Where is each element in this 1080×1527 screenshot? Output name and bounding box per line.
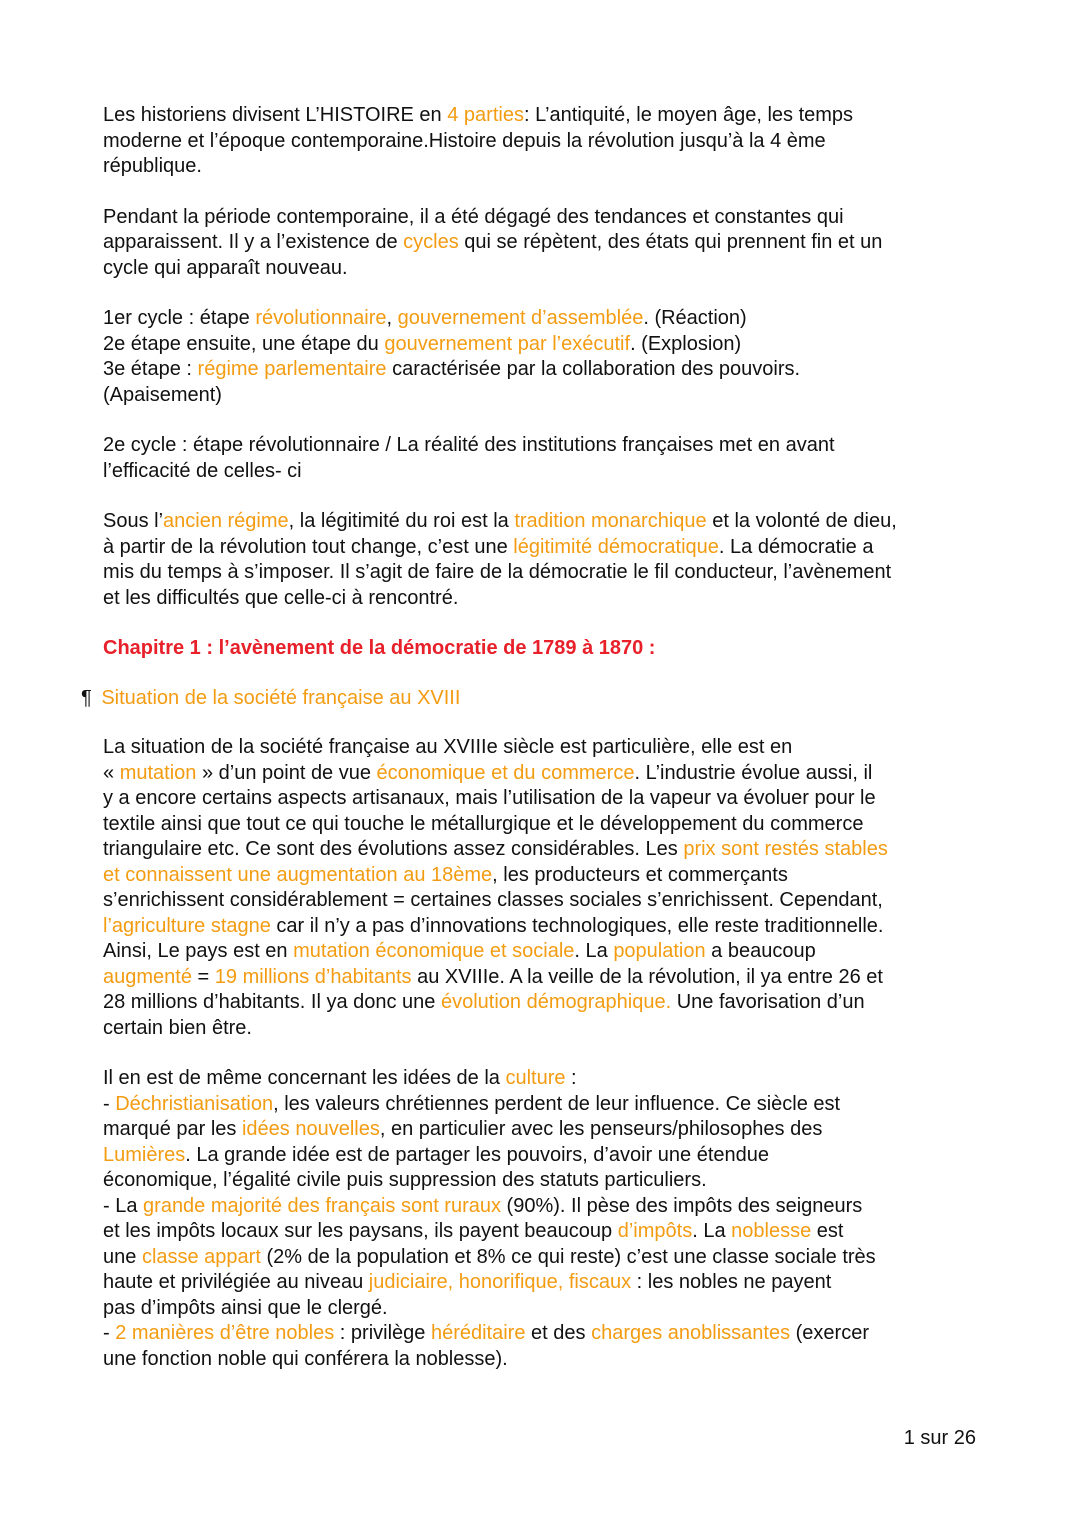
text-run: - La	[103, 1194, 144, 1217]
text-run: car il n’y a pas d’innovations technologiques, elle reste traditionnelle.	[270, 914, 884, 937]
highlighted-term: judiciaire, honorifique, fiscaux	[368, 1271, 632, 1293]
pilcrow-icon: ¶	[81, 686, 92, 709]
text-line	[103, 332, 983, 358]
text-line	[103, 1194, 983, 1220]
text-run: au XVIIIe. A la veille de la révolution, il ya entre 26 et	[411, 965, 883, 988]
highlighted-term: noblesse	[731, 1220, 812, 1242]
text-run: «	[103, 761, 120, 784]
text-run: (exercer	[790, 1322, 869, 1344]
text-line	[103, 1296, 983, 1322]
text-run: -	[103, 1092, 116, 1115]
text-line	[103, 230, 983, 256]
highlighted-term: gouvernement d’assemblée	[397, 307, 644, 329]
text-run: (Apaisement)	[103, 383, 222, 406]
highlighted-term: Lumières	[103, 1143, 186, 1166]
highlighted-term: prix sont restés stables	[683, 838, 888, 860]
highlighted-term: légitimité démocratique	[513, 535, 719, 558]
highlighted-term: économique et du commerce	[376, 761, 635, 784]
text-line	[103, 1219, 983, 1245]
text-run: une	[103, 1245, 142, 1268]
text-line	[103, 1245, 983, 1271]
text-run: :	[565, 1067, 577, 1089]
text-line	[103, 560, 983, 586]
text-run: a beaucoup	[705, 940, 816, 962]
text-run: moderne et l’époque contemporaine.Histoire depuis la révolution jusqu’à la 4 ème	[103, 129, 826, 152]
highlighted-term: ancien régime	[163, 510, 289, 532]
text-run: triangulaire etc. Ce sont des évolutions assez considérables. Les	[103, 838, 684, 860]
text-run: ,	[386, 307, 398, 329]
paragraph	[103, 735, 983, 1041]
paragraph	[103, 205, 983, 282]
highlighted-term: régime parlementaire	[197, 358, 387, 380]
highlighted-term: idées nouvelles	[241, 1118, 380, 1140]
text-run: à partir de la révolution tout change, c’est une	[103, 535, 514, 558]
highlighted-term: cycles	[403, 231, 459, 253]
text-line	[103, 914, 983, 940]
highlighted-term: Déchristianisation	[115, 1092, 274, 1115]
text-run: qui se répètent, des états qui prennent fin et un	[458, 231, 883, 253]
text-run: . La démocratie a	[718, 535, 874, 558]
paragraph	[103, 103, 983, 180]
text-line	[103, 1066, 983, 1092]
text-run: » d’un point de vue	[196, 761, 377, 784]
highlighted-term: d’impôts	[617, 1220, 693, 1242]
text-run: 2e étape ensuite, une étape du	[103, 332, 385, 355]
text-run: et les difficultés que celle-ci à rencontré.	[103, 586, 459, 609]
text-line	[103, 383, 983, 409]
highlighted-term: et connaissent une augmentation au 18ème	[103, 863, 493, 886]
highlighted-term: héréditaire	[430, 1322, 526, 1344]
text-run: caractérisée par la collaboration des pouvoirs.	[386, 358, 801, 380]
text-run: (90%). Il pèse des impôts des seigneurs	[501, 1194, 863, 1217]
section-title: Situation de la société française au XVIII	[101, 686, 461, 709]
text-run: textile ainsi que tout ce qui touche le métallurgique et le développement du commerce	[103, 812, 864, 835]
highlighted-term: mutation économique et sociale	[293, 940, 575, 962]
text-line	[103, 586, 983, 612]
highlighted-term: révolutionnaire	[255, 307, 387, 329]
text-run: certain bien être.	[103, 1016, 252, 1039]
text-run: pas d’impôts ainsi que le clergé.	[103, 1296, 388, 1319]
text-run: l’efficacité de celles- ci	[103, 459, 302, 482]
section-paragraphs	[103, 735, 983, 1372]
text-run: 1er cycle : étape	[103, 307, 256, 329]
text-run: haute et privilégiée au niveau	[103, 1271, 369, 1293]
text-line	[103, 1270, 983, 1296]
text-line	[103, 761, 983, 787]
text-run: (2% de la population et 8% ce qui reste) c’est une classe sociale très	[260, 1245, 876, 1268]
highlighted-term: grande majorité des français sont ruraux	[143, 1194, 501, 1217]
text-run: . La	[692, 1220, 732, 1242]
text-run: Les historiens divisent L’HISTOIRE en	[103, 104, 448, 126]
text-run: 3e étape :	[103, 358, 198, 380]
highlighted-term: augmenté	[103, 965, 192, 988]
text-run: =	[191, 965, 215, 988]
highlighted-term: l’agriculture stagne	[103, 914, 271, 937]
text-line	[103, 812, 983, 838]
text-run: Sous l’	[103, 510, 164, 532]
text-line	[103, 863, 983, 889]
highlighted-term: population	[613, 940, 706, 962]
paragraph	[103, 1066, 983, 1372]
text-run: , la légitimité du roi est la	[288, 510, 515, 532]
text-run: . (Réaction)	[643, 307, 747, 329]
text-run: s’enrichissent considérablement = certaines classes sociales s’enrichissent. Cependant,	[103, 889, 883, 911]
text-line	[103, 306, 983, 332]
highlighted-term: évolution démographique.	[440, 991, 672, 1013]
highlighted-term: classe appart	[141, 1245, 261, 1268]
text-line	[103, 535, 983, 561]
text-run: y a encore certains aspects artisanaux, mais l’utilisation de la vapeur va évoluer pour le	[103, 787, 876, 809]
text-run: est	[811, 1220, 844, 1242]
text-line	[103, 509, 983, 535]
highlighted-term: gouvernement par l’exécutif	[384, 332, 631, 355]
text-line	[103, 357, 983, 383]
text-run: république.	[103, 155, 202, 177]
highlighted-term: culture	[505, 1067, 566, 1089]
text-run: . La grande idée est de partager les pouvoirs, d’avoir une étendue	[185, 1143, 769, 1166]
text-line	[103, 888, 983, 914]
text-line	[103, 735, 983, 761]
text-line	[103, 965, 983, 991]
text-run: mis du temps à s’imposer. Il s’agit de faire de la démocratie le fil conducteur, l’avènement	[103, 561, 892, 583]
chapter-title: Chapitre 1 : l’avènement de la démocratie de 1789 à 1870 :	[103, 637, 656, 659]
text-line	[103, 129, 983, 155]
text-run: . La	[574, 940, 614, 962]
text-run: Pendant la période contemporaine, il a été dégagé des tendances et constantes qui	[103, 205, 844, 228]
text-run: marqué par les	[103, 1118, 242, 1140]
text-line	[103, 1016, 983, 1042]
text-line	[103, 1143, 983, 1169]
text-run: , en particulier avec les penseurs/philosophes des	[379, 1118, 823, 1140]
highlighted-term: tradition monarchique	[514, 510, 707, 532]
paragraph	[103, 306, 983, 408]
text-line	[103, 837, 983, 863]
text-run: et les impôts locaux sur les paysans, ils payent beaucoup	[103, 1220, 618, 1242]
highlighted-term: 4 parties	[447, 104, 524, 126]
text-line	[103, 1092, 983, 1118]
section-heading	[81, 686, 983, 712]
highlighted-term: charges anoblissantes	[591, 1322, 791, 1344]
text-run: : les nobles ne payent	[631, 1271, 832, 1293]
text-line	[103, 459, 983, 485]
text-run: Il en est de même concernant les idées de la	[103, 1067, 506, 1089]
page-number: 1 sur 26	[903, 1427, 976, 1449]
text-line	[103, 433, 983, 459]
text-run: une fonction noble qui conférera la noblesse).	[103, 1347, 508, 1370]
highlighted-term: 19 millions d’habitants	[214, 965, 412, 988]
text-line	[103, 786, 983, 812]
text-run: La situation de la société française au XVIIIe siècle est particulière, elle est en	[103, 736, 793, 758]
text-line	[103, 1168, 983, 1194]
text-line	[103, 103, 983, 129]
text-line	[103, 154, 983, 180]
text-line	[103, 1347, 983, 1373]
text-run: . L’industrie évolue aussi, il	[634, 761, 873, 784]
text-run: . (Explosion)	[630, 332, 742, 355]
text-run: cycle qui apparaît nouveau.	[103, 256, 348, 279]
paragraph	[103, 433, 983, 484]
text-run: : L’antiquité, le moyen âge, les temps	[523, 104, 854, 126]
highlighted-term: 2 manières d’être nobles	[115, 1322, 335, 1344]
text-line	[103, 1117, 983, 1143]
text-run: 2e cycle : étape révolutionnaire / La réalité des institutions françaises met en avant	[103, 434, 835, 456]
text-run: : privilège	[334, 1322, 431, 1344]
text-line	[103, 990, 983, 1016]
text-run: économique, l’égalité civile puis suppression des statuts particuliers.	[103, 1169, 707, 1191]
text-run: -	[103, 1322, 116, 1344]
paragraph	[103, 509, 983, 611]
highlighted-term: mutation	[119, 761, 197, 784]
text-run: Ainsi, Le pays est en	[103, 940, 294, 962]
text-run: , les valeurs chrétiennes perdent de leur influence. Ce siècle est	[273, 1092, 841, 1115]
text-run: , les producteurs et commerçants	[492, 863, 788, 886]
text-run: apparaissent. Il y a l’existence de	[103, 231, 404, 253]
document-body	[81, 103, 983, 1397]
text-line	[103, 1321, 983, 1347]
intro-paragraphs	[103, 103, 983, 611]
text-line	[103, 256, 983, 282]
text-run: Une favorisation d’un	[671, 991, 865, 1013]
text-line	[103, 939, 983, 965]
text-run: et la volonté de dieu,	[706, 510, 897, 532]
text-run: 28 millions d’habitants. Il ya donc une	[103, 991, 441, 1013]
text-line	[103, 205, 983, 231]
text-run: et des	[525, 1322, 592, 1344]
